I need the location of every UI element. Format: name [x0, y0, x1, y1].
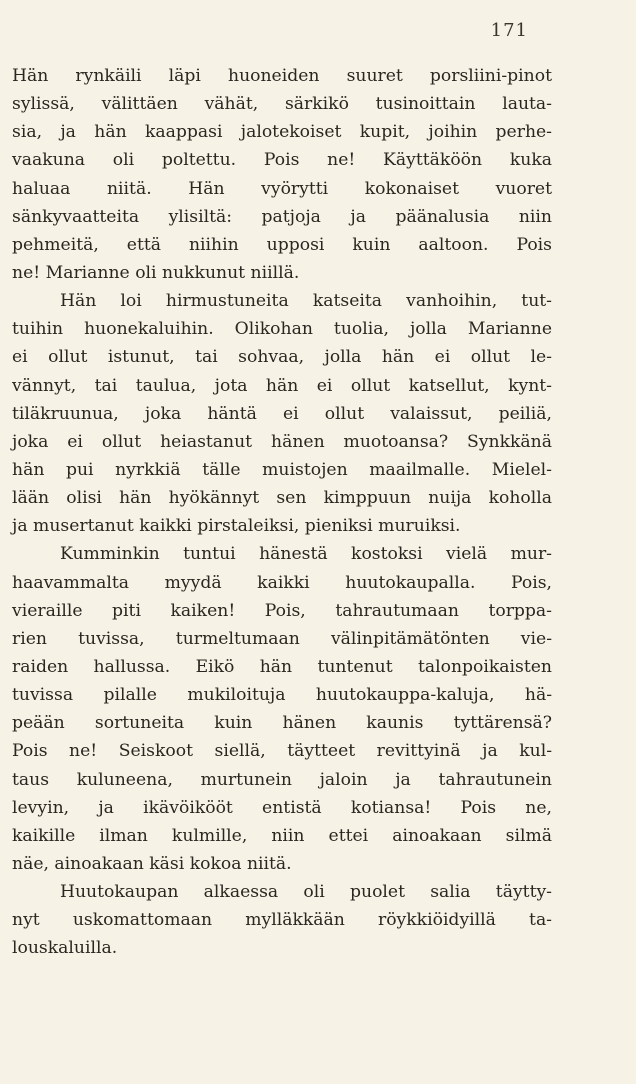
text-line: tuihin huonekaluihin. Olikohan tuolia, jolla Marianne — [12, 319, 552, 340]
text-line: tuvissa pilalle mukiloituja huutokauppa-kaluja, hä- — [12, 685, 552, 706]
text-line: vaakuna oli poltettu. Pois ne! Käyttäköön kuka — [12, 150, 552, 171]
text-line: vieraille piti kaiken! Pois, tahrautumaan torppa- — [12, 600, 552, 621]
text-line: Pois ne! Seiskoot siellä, täytteet revittyinä ja kul- — [12, 741, 552, 762]
text-line: raiden hallussa. Eikö hän tuntenut talonpoikaisten — [12, 656, 552, 677]
text-line: kaikille ilman kulmille, niin ettei ainoakaan silmä — [12, 825, 552, 846]
text-line: rien tuvissa, turmeltumaan välinpitämätönten vie- — [12, 628, 552, 649]
text-line: Hän rynkäili läpi huoneiden suuret porsliini-pinot — [12, 66, 552, 86]
text-line: sänkyvaatteita ylisiltä: patjoja ja päänalusia niin — [12, 206, 552, 227]
text-line: vännyt, tai taulua, jota hän ei ollut katsellut, kynt- — [12, 375, 552, 396]
text-line: joka ei ollut heiastanut hänen muotoansa? Synkkänä — [12, 431, 552, 452]
text-line: Kumminkin tuntui hänestä kostoksi vielä mur- — [60, 544, 552, 565]
text-line: levyin, ja ikävöikööt entistä kotiansa! Pois ne, — [12, 797, 552, 818]
text-line: näe, ainoakaan käsi kokoa niitä. — [12, 853, 292, 874]
text-line: tiläkruunua, joka häntä ei ollut valaissut, peiliä, — [12, 403, 552, 424]
text-line: ei ollut istunut, tai sohvaa, jolla hän ei ollut le- — [12, 347, 552, 368]
text-line: haluaa niitä. Hän vyörytti kokonaiset vuoret — [12, 178, 552, 199]
text-line: nyt uskomattomaan mylläkkään röykkiöidyillä ta- — [12, 910, 552, 931]
text-line: hän pui nyrkkiä tälle muistojen maailmalle. Mielel- — [12, 459, 552, 480]
text-line: Hän loi hirmustuneita katseita vanhoihin, tut- — [60, 291, 552, 312]
text-line: lään olisi hän hyökännyt sen kimppuun nuija koholla — [12, 488, 552, 509]
page-number: 171 — [490, 20, 528, 41]
text-line: ne! Marianne oli nukkunut niillä. — [12, 262, 300, 283]
text-line: sia, ja hän kaappasi jalotekoiset kupit, joihin perhe- — [12, 122, 552, 143]
text-line: taus kuluneena, murtunein jaloin ja tahrautunein — [12, 769, 552, 790]
body-text — [12, 62, 552, 963]
text-line: haavammalta myydä kaikki huutokaupalla. Pois, — [12, 572, 552, 593]
text-line: ja musertanut kaikki pirstaleiksi, pieniksi muruiksi. — [12, 516, 461, 537]
text-line: louskaluilla. — [12, 938, 118, 959]
text-line: pehmeitä, että niihin upposi kuin aaltoon. Pois — [12, 234, 552, 255]
text-line: Huutokaupan alkaessa oli puolet salia täytty- — [60, 882, 552, 903]
text-line: peään sortuneita kuin hänen kaunis tyttärensä? — [12, 713, 552, 734]
text-line: sylissä, välittäen vähät, särkikö tusinoittain lauta- — [12, 94, 552, 115]
